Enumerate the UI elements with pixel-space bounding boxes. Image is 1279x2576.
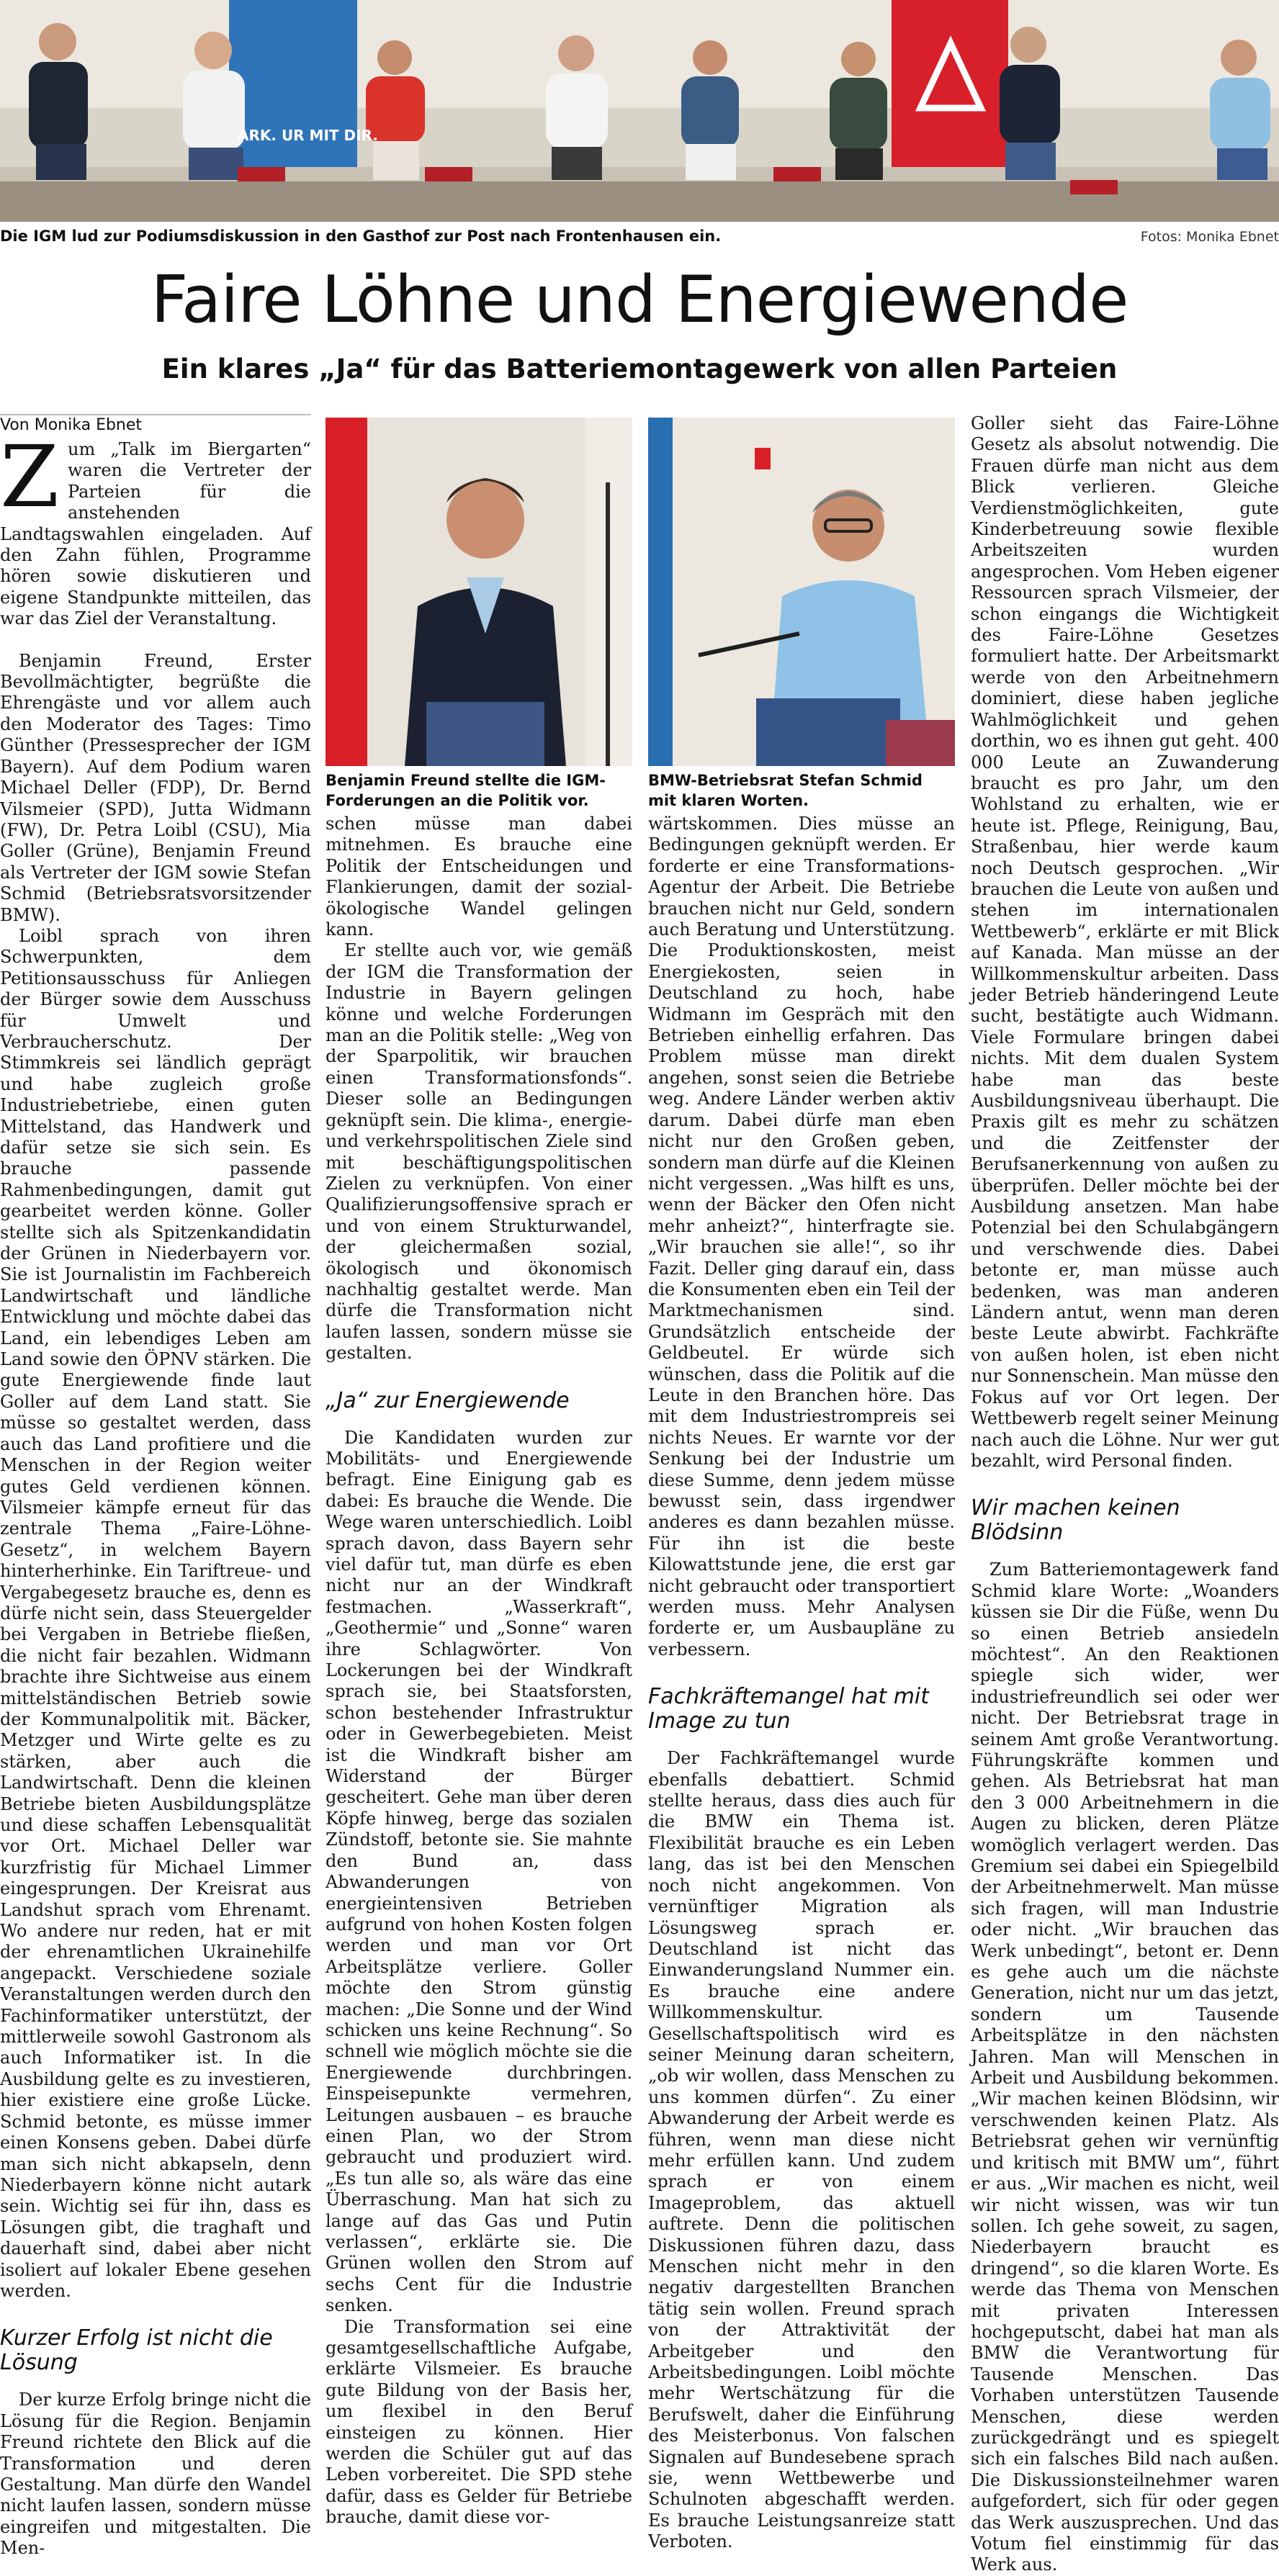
- paragraph: Benjamin Freund, Erster Bevollmächtigter, begrüßte die Ehrengäste und vor allem auch den Moderator des Tages: Timo Günther (Pressesprecher der IGM Bayern). Auf dem Podium waren Michael Deller (FDP), Dr. Bernd Vilsmeier (SPD), Jutta Widmann (FW), Dr. Petra Loibl (CSU), Mia Goller (Grüne), Benjamin Freund als Vertreter der IGM sowie Stefan Schmid (Betriebsratsvorsitzender BMW).: [0, 650, 311, 925]
- paragraph: Zum Batteriemontagewerk fand Schmid klare Worte: „Woanders küssen sie Dir die Füße, wenn Du so einen Betrieb ansiedeln möchtest“. An den Reaktionen spiegle sich wider, wer industriefreundlich sei oder wer nicht. Der Betriebsrat trage in seinem Amt große Verantwortung. Führungskräfte kommen und gehen. Als Betriebsrat hat man den 3 000 Arbeitnehmern in die Augen zu blicken, deren Plätze womöglich verlagert werden. Das Gremium sei dabei ein Spiegelbild der Arbeitnehmerwelt. Man müsse sich fragen, will man Industrie oder nicht. „Wir brauchen das Werk unbedingt“, betont er. Denn es gehe auch um die nächste Generation, nicht nur um das jetzt, sondern um Tausende Arbeitsplätze in den nächsten Jahren. Man will Menschen in Arbeit und Ausbildung bekommen. „Wir machen keinen Blödsinn, wir verschwenden keinen Platz. Als Betriebsrat gehen wir vernünftig und kritisch mit BMW um“, führt er aus. „Wir machen es nicht, weil wir nicht wissen, was wir tun sollen. Ich gehe soweit, zu sagen, Niederbayern braucht es dringend“, so die klaren Worte. Es werde das Thema von Menschen mit privaten Interessen hochgeputscht, dabei hat man als BMW die Verantwortung für Tausende Menschen. Das Vorhaben unterstützen Tausende Menschen, diese werden zurückgedrängt und es spiegelt sich ein falsches Bild nach außen. Die Diskussionsteilnehmer waren aufgefordert, sich für oder gegen das Werk auszusprechen. Und das Votum fiel einstimmig für das Werk aus.: [971, 1559, 1279, 2575]
- photo-credit: Fotos: Monika Ebnet: [1140, 229, 1279, 245]
- article-column-2: [326, 814, 632, 2528]
- panel-photo-caption: Die IGM lud zur Podiumsdiskussion in den Gasthof zur Post nach Frontenhausen ein.: [0, 228, 722, 245]
- subheading: Fachkräftemangel hat mit Image zu tun: [648, 1684, 930, 1734]
- subheading: „Ja“ zur Energiewende: [326, 1387, 570, 1413]
- byline: Von Monika Ebnet: [0, 416, 143, 434]
- article-column-1: [0, 427, 311, 2559]
- paragraph: um „Talk im Biergarten“ waren die Vertreter der Parteien für die anstehenden Landtagswahlen eingeladen. Auf den Zahn fühlen, Programme hören sowie diskutieren und eigene Standpunkte mitteilen, das war das Ziel der Veranstaltung.: [0, 439, 311, 629]
- article-column-4: [971, 413, 1279, 2575]
- photo-caption-freund: Benjamin Freund stellte die IGM-Forderungen an die Politik vor.: [326, 772, 606, 809]
- photo-caption-schmid: BMW-Betriebsrat Stefan Schmid mit klaren Worten.: [648, 772, 923, 809]
- paragraph: Goller sieht das Faire-Löhne Gesetz als absolut notwendig. Die Frauen dürfe man nicht aus dem Blick verlieren. Gleiche Verdienstmöglichkeiten, gute Kinderbetreuung sowie flexible Arbeitszeiten wurden angesprochen. Vom Heben eigener Ressourcen sprach Vilsmeier, der schon eingangs die Wichtigkeit des Faire-Löhne Gesetzes formuliert hatte. Der Arbeitsmarkt werde von den Arbeitnehmern dominiert, diese haben jegliche Wahlmöglichkeit und gehen dorthin, wo es ihnen gut geht. 400 000 Leute an Zuwanderung braucht es pro Jahr, um den Wohlstand zu erhalten, wie er heute ist. Pflege, Reinigung, Bau, Straßenbau, hier werde kaum noch Deutsch gesprochen. „Wir brauchen die Leute von außen und stehen im internationalen Wettbewerb“, erklärte er mit Blick auf Kanada. Man müsse an der Willkommenskultur arbeiten. Dass jeder Betrieb händeringend Leute sucht, bestätigte auch Widmann. Viele Formulare bringen dabei nichts. Mit dem dualen System habe man das beste Ausbildungsniveau überhaupt. Die Praxis gilt es mehr zu schätzen und die Zeitfenster der Berufsanerkennung von außen zu überprüfen. Deller möchte bei der Ausbildung ansetzen. Man habe Potenzial bei den Schulabgängern und verschwende dies. Dabei betonte er, man müsse auch bedenken, was man anderen Ländern antut, wenn man deren beste Leute abwirbt. Fachkräfte von außen holen, ist eben nicht nur Sonnenschein. Man müsse den Fokus auf vor Ort legen. Der Wettbewerb regelt seiner Meinung nach auch die Löhne. Nur wer gut bezahlt, wird Personal finden.: [971, 413, 1279, 1471]
- paragraph: Die Transformation sei eine gesamtgesellschaftliche Aufgabe, erklärte Vilsmeier. Es brauche gute Bildung von der Basis her, um flexibel in den Beruf einsteigen zu können. Hier werden die Schüler gut auf das Leben vorbereitet. Die SPD stehe dafür, dass es Gelder für Betriebe brauche, damit diese vor-: [326, 2316, 632, 2528]
- subheadline: Ein klares „Ja“ für das Batteriemontagewerk von allen Parteien: [161, 353, 1118, 384]
- paragraph: Der kurze Erfolg bringe nicht die Lösung für die Region. Benjamin Freund richtete den Blick auf die Transformation und deren Gestaltung. Man dürfe den Wandel nicht laufen lassen, sondern müsse eingreifen und mitgestalten. Die Men-: [0, 2390, 311, 2559]
- subheading: Wir machen keinen Blödsinn: [971, 1495, 1180, 1546]
- drop-cap: Z: [0, 427, 59, 526]
- photo-stefan-schmid: [648, 418, 955, 766]
- banner-text: ARK. UR MIT DIR.: [238, 127, 378, 144]
- byline-rule: [0, 414, 311, 415]
- photo-benjamin-freund: [326, 418, 632, 766]
- paragraph: wärtskommen. Dies müsse an Bedingungen geknüpft werden. Er forderte er eine Transformations-Agentur der Arbeit. Die Betriebe brauchen nicht nur Geld, sondern auch Beratung und Unterstützung. Die Produktionskosten, meist Energiekosten, seien in Deutschland zu hoch, habe Widmann im Gespräch mit den Betrieben einhellig erfahren. Das Problem müsse man direkt angehen, sonst seien die Betriebe weg. Andere Länder werben aktiv darum. Dabei dürfe man eben nicht nur den Großen geben, sondern man dürfe auf die Kleinen nicht vergessen. „Was hilft es uns, wenn der Bäcker den Ofen nicht mehr anheizt?“, hinterfragte sie. „Wir brauchen sie alle!“, so ihr Fazit. Deller ging darauf ein, dass die Konsumenten eben ein Teil der Marktmechanismen sind. Grundsätzlich entscheide der Geldbeutel. Er würde sich wünschen, dass die Politik auf die Leute in den Branchen höre. Das mit dem Industriestrompreis sei nichts Neues. Er warnte vor der Senkung bei der Industrie um diese Summe, denn jedem müsse bewusst sein, dass irgendwer anderes es dann bezahlen müsse. Für ihn ist die beste Kilowattstunde jene, die erst gar nicht gebraucht oder transportiert werden muss. Mehr Analysen forderte er, um Ausbaupläne zu verbessern.: [648, 814, 955, 1659]
- paragraph: schen müsse man dabei mitnehmen. Es brauche eine Politik der Entscheidungen und Flankierungen, damit der sozial-ökologische Wandel gelingen kann.: [326, 814, 632, 940]
- panel-photo: [0, 0, 1279, 222]
- headline: Faire Löhne und Energiewende: [151, 262, 1128, 338]
- subheading: Kurzer Erfolg ist nicht die Lösung: [0, 2325, 273, 2376]
- paragraph: Er stellte auch vor, wie gemäß der IGM die Transformation der Industrie in Bayern gelingen könne und welche Forderungen man an die Politik stelle: „Weg von der Sparpolitik, wir brauchen einen Transformationsfonds“. Dieser solle an Bedingungen geknüpft sein. Die klima-, energie- und verkehrspolitischen Ziele sind mit beschäftigungspolitischen Zielen zu verknüpfen. Von einer Qualifizierungsoffensive sprach er und von einem Strukturwandel, der gleichermaßen sozial, ökologisch und ökonomisch nachhaltig gestaltet werde. Man dürfe die Transformation nicht laufen lassen, sondern müsse sie gestalten.: [326, 940, 632, 1364]
- paragraph: Die Kandidaten wurden zur Mobilitäts- und Energiewende befragt. Eine Einigung gab es dabei: Es brauche die Wende. Die Wege waren unterschiedlich. Loibl sprach davon, dass Bayern sehr viel dafür tut, man dürfe es eben nicht nur an der Windkraft festmachen. „Wasserkraft“, „Geothermie“ und „Sonne“ waren ihre Schlagwörter. Von Lockerungen bei der Windkraft sprach sie, bei Staatsforsten, schon bestehender Infrastruktur oder in Gewerbegebieten. Meist ist die Windkraft bisher am Widerstand der Bürger gescheitert. Gehe man über deren Köpfe hinweg, berge das sozialen Zündstoff, betonte sie. Sie mahnte den Bund an, dass Abwanderungen von energieintensiven Betrieben aufgrund von hohen Kosten folgen werden und man vor Ort Arbeitsplätze verliere. Goller möchte den Strom günstig machen: „Die Sonne und der Wind schicken uns keine Rechnung“. So schnell wie möglich möchte sie die Energiewende durchbringen. Einspeisepunkte vermehren, Leitungen ausbauen – es brauche einen Plan, wo der Strom gebraucht und produziert wird. „Es tun alle so, als wäre das eine Überraschung. Man hat sich zu lange auf das Gas und Putin verlassen“, erklärte sie. Die Grünen wollen den Strom auf sechs Cent für die Industrie senken.: [326, 1427, 632, 2316]
- paragraph: Der Fachkräftemangel wurde ebenfalls debattiert. Schmid stellte heraus, dass dies auch für die BMW ein Thema ist. Flexibilität brauche es ein Leben lang, das ist bei den Menschen noch nicht angekommen. Von vernünftiger Migration als Lösungsweg sprach er. Deutschland ist nicht das Einwanderungsland Nummer ein. Es brauche eine andere Willkommenskultur. Gesellschaftspolitisch wird es seiner Meinung daran scheitern, „ob wir wollen, dass Menschen zu uns kommen dürfen“. Zu einer Abwanderung der Arbeit werde es führen, wenn man diese nicht mehr erfüllen kann. Und zudem sprach er von einem Imageproblem, das aktuell auftrete. Denn die politischen Diskussionen führen dazu, dass Menschen nicht mehr in den negativ dargestellten Branchen tätig sein wollen. Freund sprach von der Attraktivität der Arbeitgeber und den Arbeitsbedingungen. Loibl möchte mehr Wertschätzung für die Berufswelt, daher die Einführung des Meisterbonus. Von falschen Signalen auf Bundesebene sprach sie, wenn Wettbewerbe und Schulnoten abgeschafft werden. Es brauche Leistungsanreize statt Verboten.: [648, 1748, 955, 2552]
- paragraph: Loibl sprach von ihren Schwerpunkten, dem Petitionsausschuss für Anliegen der Bürger sowie dem Ausschuss für Umwelt und Verbraucherschutz. Der Stimmkreis sei ländlich geprägt und habe zugleich große Industriebetriebe, einen guten Mittelstand, das Handwerk und dafür setze sie sich sein. Es brauche passende Rahmenbedingungen, damit gut gearbeitet werden könne. Goller stellte sich als Spitzenkandidatin der Grünen in Niederbayern vor. Sie ist Journalistin im Fachbereich Landwirtschaft und ländliche Entwicklung und möchte dabei das Land, ein lebendiges Leben am Land sowie den ÖPNV stärken. Die gute Energiewende finde laut Goller auf dem Land statt. Sie müsse so gestaltet werden, dass auch das Land profitiere und die Menschen in der Region weiter gutes Geld verdienen können. Vilsmeier kämpfe erneut für das zentrale Thema „Faire-Löhne-Gesetz“, in welchem Bayern hinterherhinke. Ein Tariftreue- und Vergabegesetz brauche es, denn es dürfe nicht sein, dass Steuergelder bei Vergaben in Betriebe fließen, die nicht fair bezahlen. Widmann brachte ihre Sichtweise aus einem mittelständischen Betrieb sowie der Kommunalpolitik mit. Bäcker, Metzger und Wirte gelte es zu stärken, aber auch die Landwirtschaft. Denn die kleinen Betriebe bieten Ausbildungsplätze und diese schaffen Lebensqualität vor Ort. Michael Deller war kurzfristig für Michael Limmer eingesprungen. Der Kreisrat aus Landshut sprach vom Ehrenamt. Wo andere nur reden, hat er mit der ehrenamtlichen Ukrainehilfe angepackt. Verschiedene soziale Veranstaltungen werden durch den Fachinformatiker unterstützt, der mittlerweile sowohl Gastronom als auch Informatiker ist. In die Ausbildung gelte es zu investieren, hier existiere eine große Lücke. Schmid betonte, es müsse immer einen Konsens geben. Dabei dürfe man sich nicht abkapseln, denn Niederbayern könne nicht autark sein. Wichtig sei für ihn, dass es Lösungen gibt, die traghaft und dauerhaft sind, dabei aber nicht isoliert auf lokaler Ebene gesehen werden.: [0, 925, 311, 2301]
- article-column-3: [648, 814, 955, 2552]
